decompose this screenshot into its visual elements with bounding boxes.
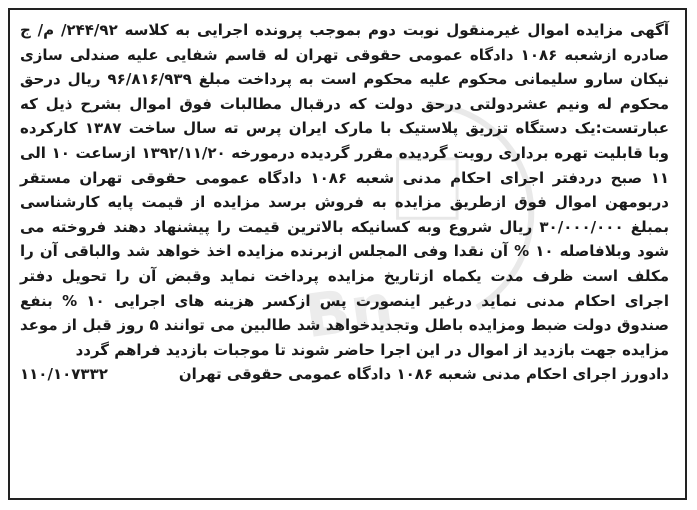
notice-body-text: آگهی مزایده اموال غیرمنقول نوبت دوم بموجب پرونده اجرایی به کلاسه ۲۴۴/۹۲/ م/ ج صادره ازشعبه ۱۰۸۶ دادگاه عمومی حقوقی تهران له قاسم شفایی علیه صندلی سازی نیکان سارو سلیمانی محکوم علیه محکوم است به پرداخت مبلغ ۹۶/۸۱۶/۹۳۹ ریال درحق محکوم له ونیم عشردولتی درحق دولت که درقبال مطالبات فوق اموال بشرح ذیل که عبارتست:یک دستگاه تزریق پلاستیک با مارک ایران پرس ته سال ساخت ۱۳۸۷ کارکرده وبا قابلیت تهره برداری رویت گردیده مقرر گردیده درمورخه ۱۳۹۲/۱۱/۲۰ ازساعت ۱۰ الی ۱۱ صبح دردفتر اجرای احکام مدنی شعبه ۱۰۸۶ دادگاه عمومی حقوقی تهران مستقر دربومهن اموال فوق ازطریق مزایده به فروش برسد مزایده از قیمت پایه کارشناسی بمبلغ ۳۰/۰۰۰/۰۰۰ ریال شروع وبه کسانیکه بالاترین قیمت را پیشنهاد دهند فروخته می شود وبلافاصله ۱۰ % آن نقدا وفی المجلس ازبرنده مزایده اخذ خواهد شد والباقی آن را مکلف است ظرف مدت یکماه ازتاریخ مزایده پرداخت نماید وقبض آن را تحویل دفتر اجرای احکام مدنی نماید درغیر اینصورت پس ازکسر هزینه های اجرایی ۱۰ % بنفع صندوق دولت ضبط ومزایده باطل وتجدیدخواهد شد طالبین می توانند ۵ روز قبل از موعد مزایده جهت بازدید از اموال در این اجرا حاضر شوند تا موجبات بازدید فراهم گردد: [20, 21, 670, 359]
footer-code: ۱۱۰/۱۰۷۳۳۲: [20, 365, 108, 384]
footer-signature: دادورز اجرای احکام مدنی شعبه ۱۰۸۶ دادگاه عمومی حقوقی تهران: [178, 365, 669, 384]
auction-notice: [8, 8, 687, 500]
notice-footer: [10, 362, 685, 387]
watermark-glyph: Bn: [300, 271, 398, 353]
